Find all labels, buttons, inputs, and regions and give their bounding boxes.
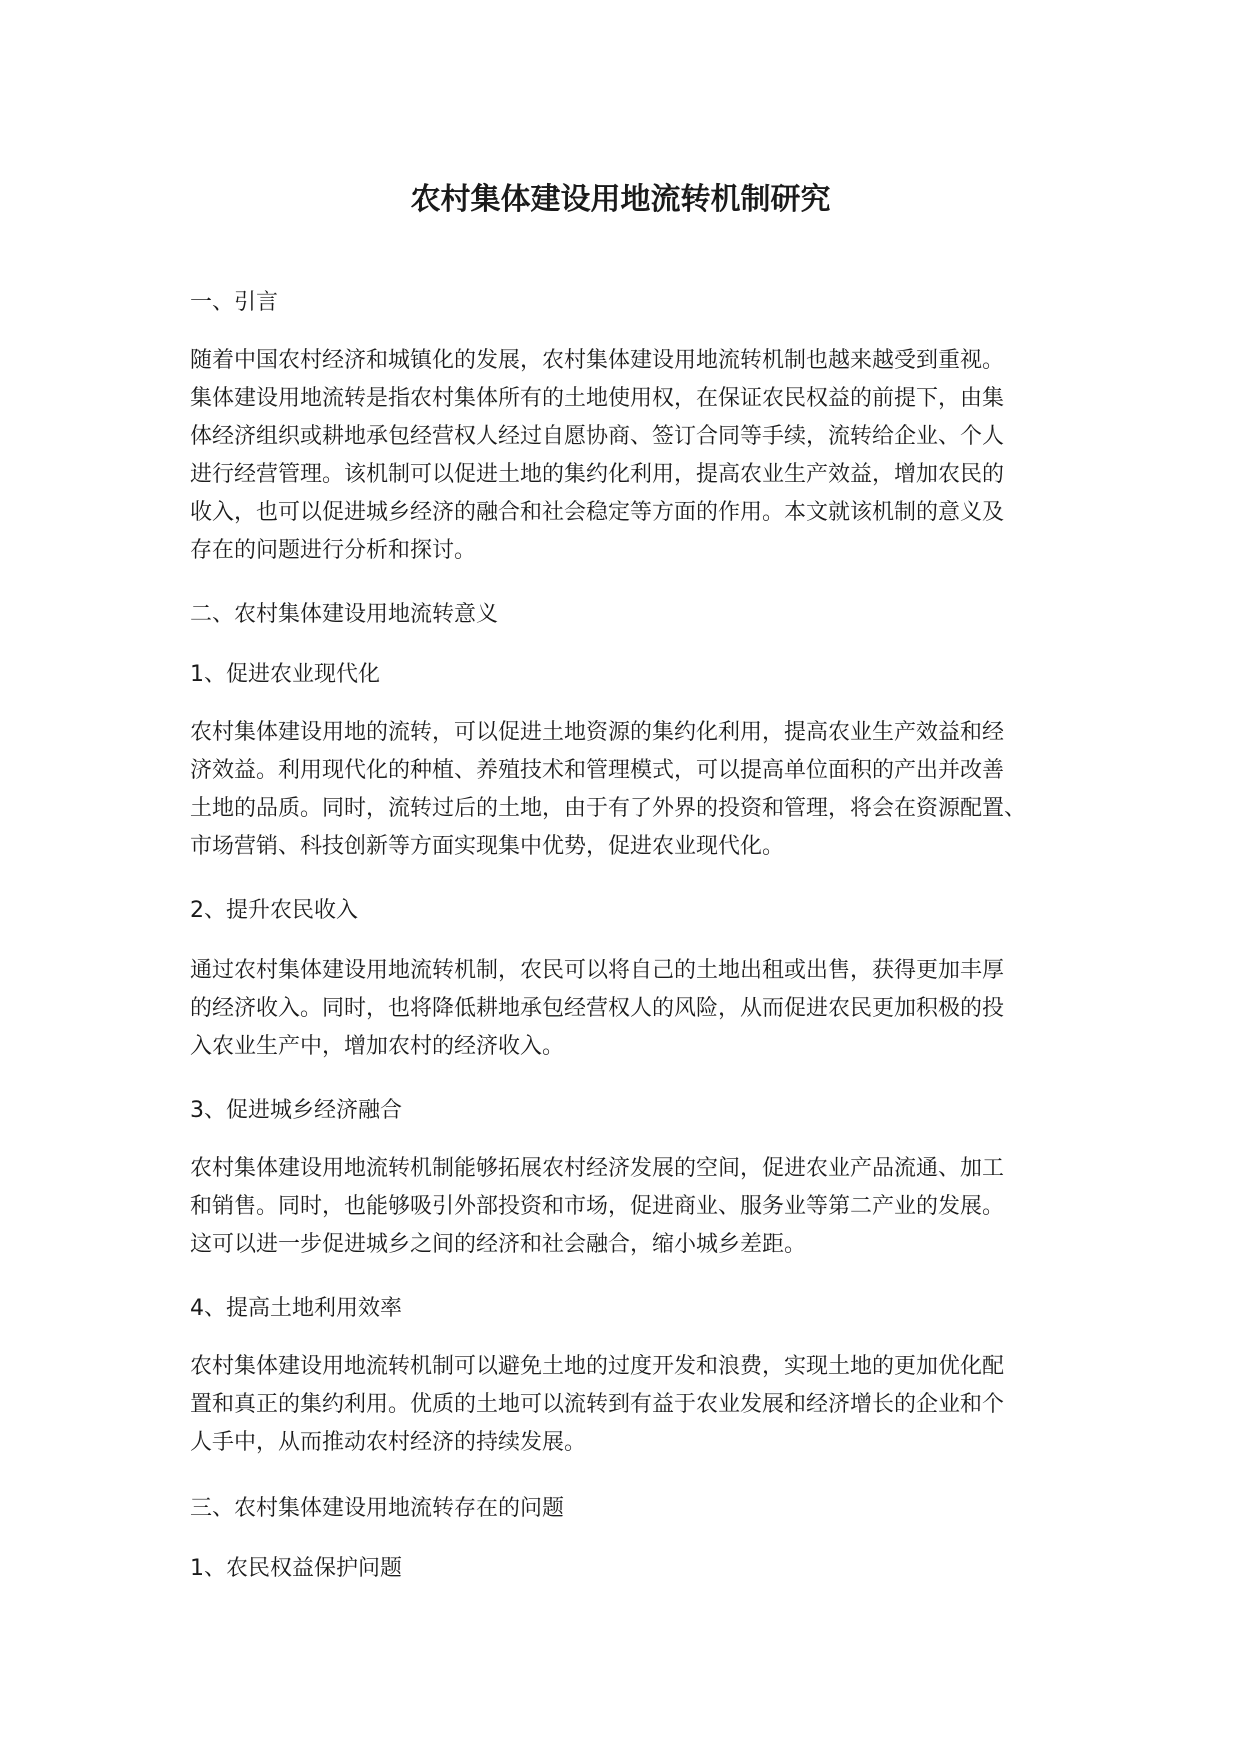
text-line: 土地的品质。同时，流转过后的土地，由于有了外界的投资和管理，将会在资源配置、 [190,796,1027,821]
text-line: 入农业生产中，增加农村的经济收入。 [190,1034,565,1059]
text-line: 进行经营管理。该机制可以促进土地的集约化利用，提高农业生产效益，增加农民的 [190,462,1005,487]
section-heading-problems: 三、农村集体建设用地流转存在的问题 [190,1496,565,1521]
text-line: 农村集体建设用地流转机制可以避免土地的过度开发和浪费，实现土地的更加优化配 [190,1354,1005,1379]
paragraph-income [190,952,1070,1066]
subheading-income: 2、提升农民收入 [190,898,358,923]
paragraph-efficiency [190,1348,1070,1462]
text-line: 置和真正的集约利用。优质的土地可以流转到有益于农业发展和经济增长的企业和个 [190,1392,1005,1417]
document-title: 农村集体建设用地流转机制研究 [410,182,831,217]
section-heading-meaning: 二、农村集体建设用地流转意义 [190,602,499,627]
text-line: 农村集体建设用地流转机制能够拓展农村经济发展的空间，促进农业产品流通、加工 [190,1156,1005,1181]
text-line: 存在的问题进行分析和探讨。 [190,538,477,563]
text-line: 集体建设用地流转是指农村集体所有的土地使用权，在保证农民权益的前提下，由集 [190,386,1005,411]
text-line: 收入，也可以促进城乡经济的融合和社会稳定等方面的作用。本文就该机制的意义及 [190,500,1005,525]
text-line: 体经济组织或耕地承包经营权人经过自愿协商、签订合同等手续，流转给企业、个人 [190,424,1005,449]
paragraph-modernization [190,714,1070,866]
subheading-integration: 3、促进城乡经济融合 [190,1098,402,1123]
text-line: 通过农村集体建设用地流转机制，农民可以将自己的土地出租或出售，获得更加丰厚 [190,958,1005,983]
text-line: 济效益。利用现代化的种植、养殖技术和管理模式，可以提高单位面积的产出并改善 [190,758,1005,783]
text-line: 农村集体建设用地的流转，可以促进土地资源的集约化利用，提高农业生产效益和经 [190,720,1005,745]
paragraph-integration [190,1150,1070,1264]
paragraph-intro [190,342,1070,570]
text-line: 随着中国农村经济和城镇化的发展，农村集体建设用地流转机制也越来越受到重视。 [190,348,1005,373]
subheading-efficiency: 4、提高土地利用效率 [190,1296,402,1321]
subheading-rights-protection: 1、农民权益保护问题 [190,1556,402,1581]
text-line: 市场营销、科技创新等方面实现集中优势，促进农业现代化。 [190,834,785,859]
section-heading-intro: 一、引言 [190,290,279,315]
subheading-modernization: 1、促进农业现代化 [190,662,380,687]
text-line: 的经济收入。同时，也将降低耕地承包经营权人的风险，从而促进农民更加积极的投 [190,996,1005,1021]
text-line: 这可以进一步促进城乡之间的经济和社会融合，缩小城乡差距。 [190,1232,807,1257]
text-line: 和销售。同时，也能够吸引外部投资和市场，促进商业、服务业等第二产业的发展。 [190,1194,1005,1219]
text-line: 人手中，从而推动农村经济的持续发展。 [190,1430,587,1455]
